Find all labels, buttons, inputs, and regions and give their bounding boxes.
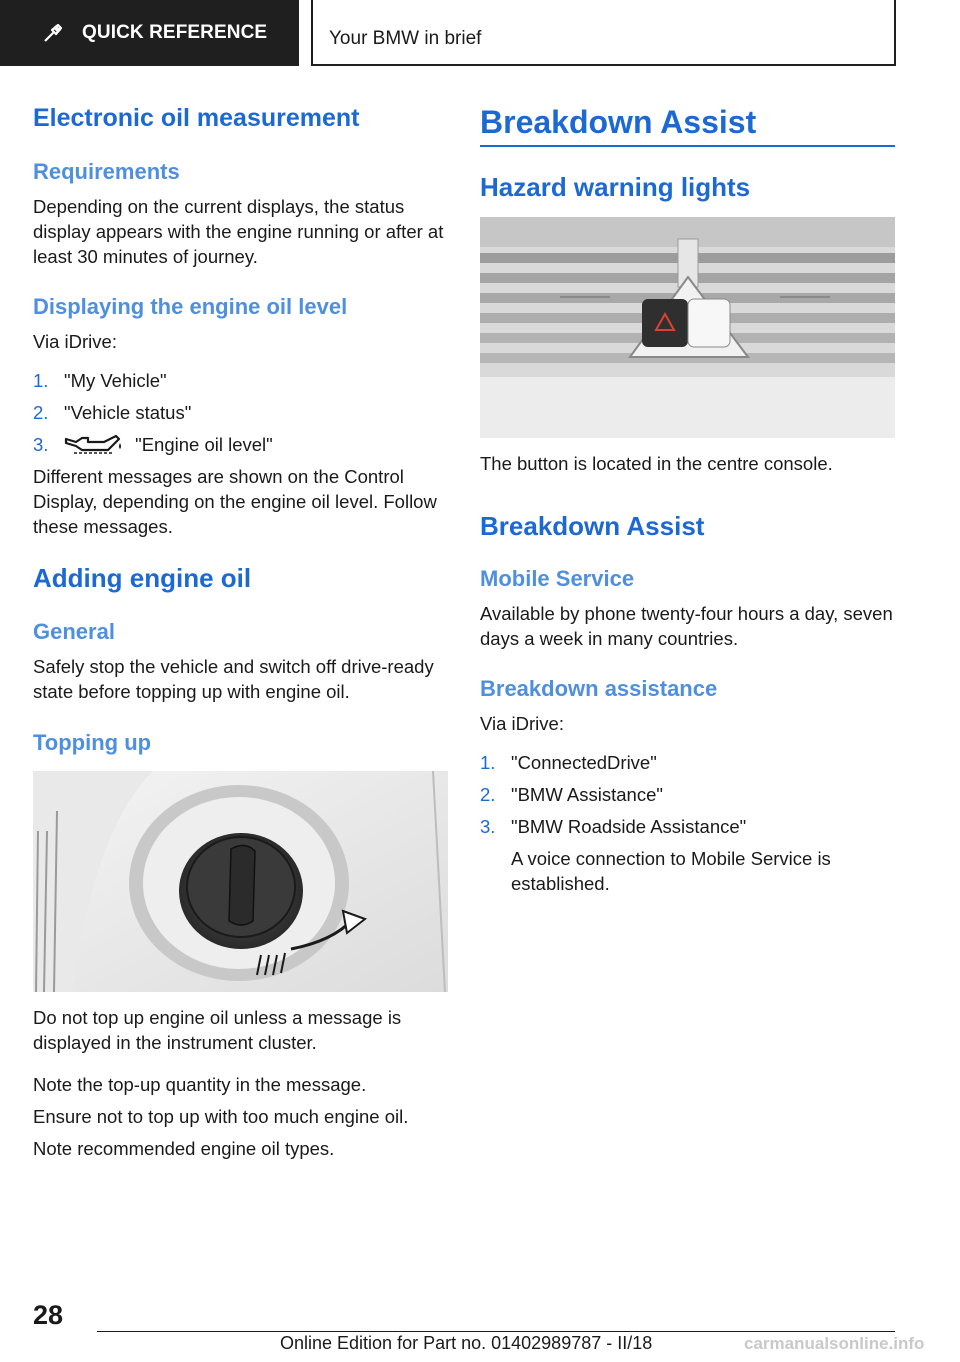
chapter-title-box bbox=[311, 0, 896, 66]
mobile-service-heading: Mobile Service bbox=[480, 566, 635, 591]
watermark-logo: carmanualsonline.info bbox=[744, 1334, 925, 1353]
list-item: 3. "Engine oil level" bbox=[33, 434, 273, 455]
left-title: Electronic oil measurement bbox=[33, 104, 360, 132]
hazard-heading: Hazard warning lights bbox=[480, 172, 751, 202]
displaying-heading: Displaying the engine oil level bbox=[33, 294, 348, 319]
list-item: 1. "ConnectedDrive" bbox=[480, 752, 657, 773]
edition-text: Online Edition for Part no. 01402989787 - II/18 bbox=[280, 1333, 653, 1353]
list-item: 3. "BMW Roadside Assistance" bbox=[480, 816, 747, 837]
requirements-text: Depending on the current displays, the status display appears with the engine running or after at least 30 minutes of journey. bbox=[33, 196, 444, 267]
requirements-heading: Requirements bbox=[33, 159, 180, 184]
oil-can-icon bbox=[64, 433, 124, 455]
page-number: 28 bbox=[33, 1300, 64, 1330]
displaying-intro: Via iDrive: bbox=[33, 331, 117, 352]
quick-reference-icon bbox=[42, 22, 64, 44]
title-divider bbox=[480, 145, 895, 147]
topping-para3: Ensure not to top up with too much engine oil. bbox=[33, 1106, 409, 1127]
hazard-button-image bbox=[480, 217, 895, 438]
general-heading: General bbox=[33, 619, 115, 644]
displaying-steps bbox=[33, 368, 448, 457]
section-tab[interactable] bbox=[0, 0, 299, 66]
assistance-intro: Via iDrive: bbox=[480, 713, 564, 734]
assistance-steps bbox=[480, 750, 895, 896]
chapter-title: Your BMW in brief bbox=[329, 28, 482, 49]
general-text: Safely stop the vehicle and switch off drive-ready state before topping up with engine oil. bbox=[33, 656, 434, 702]
topping-heading: Topping up bbox=[33, 730, 152, 755]
list-item-note: A voice connection to Mobile Service is established. bbox=[511, 848, 831, 894]
hazard-caption: The button is located in the centre console. bbox=[480, 453, 833, 474]
list-item: 2. "BMW Assistance" bbox=[480, 784, 663, 805]
topping-para2: Note the top-up quantity in the message. bbox=[33, 1074, 367, 1095]
page-header bbox=[0, 0, 960, 66]
topping-para4: Note recommended engine oil types. bbox=[33, 1138, 335, 1159]
topping-para1: Do not top up engine oil unless a message is displayed in the instrument cluster. bbox=[33, 1007, 402, 1053]
mobile-service-text: Available by phone twenty-four hours a day, seven days a week in many countries. bbox=[480, 603, 893, 649]
section-label: QUICK REFERENCE bbox=[82, 22, 268, 43]
oil-filler-cap-image bbox=[33, 771, 448, 992]
list-item: 2. "Vehicle status" bbox=[33, 402, 192, 423]
displaying-after-text: Different messages are shown on the Control Display, depending on the engine oil level. Follow these messages. bbox=[33, 466, 437, 537]
assist-heading: Breakdown Assist bbox=[480, 511, 705, 541]
breakdown-assistance-heading: Breakdown assistance bbox=[480, 676, 718, 701]
adding-heading: Adding engine oil bbox=[33, 563, 252, 593]
footer-divider bbox=[97, 1331, 895, 1332]
list-item: 1. "My Vehicle" bbox=[33, 370, 167, 391]
right-title: Breakdown Assist bbox=[480, 104, 757, 140]
